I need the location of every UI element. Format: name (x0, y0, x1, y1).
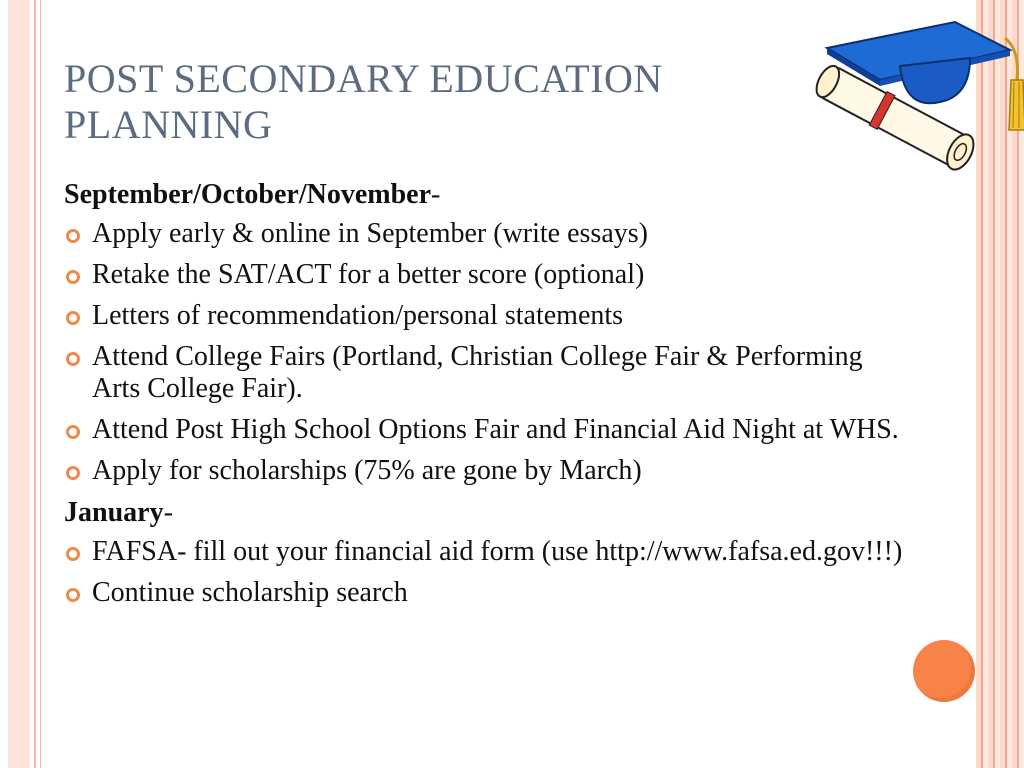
list-item-text: Apply early & online in September (write essays) (92, 218, 648, 249)
ring-bullet-icon (66, 547, 80, 561)
list-item-text: Retake the SAT/ACT for a better score (optional) (92, 259, 645, 290)
ring-bullet-icon (66, 311, 80, 325)
list-item (64, 577, 904, 609)
list-item-text: Apply for scholarships (75% are gone by March) (92, 455, 642, 486)
section-heading-text: January (64, 497, 164, 528)
list-item (64, 218, 904, 250)
section-heading-text: September/October/November (64, 179, 431, 210)
list-item (64, 300, 904, 332)
list-item-text: Attend College Fairs (Portland, Christian College Fair & Performing Arts College Fair). (92, 341, 863, 404)
ring-bullet-icon (66, 229, 80, 243)
ring-bullet-icon (66, 466, 80, 480)
orange-circle-decoration (913, 640, 975, 702)
ring-bullet-icon (66, 425, 80, 439)
section-heading-suffix: - (431, 179, 441, 210)
list-item-text: FAFSA- fill out your financial aid form (use http://www.fafsa.ed.gov!!!) (92, 536, 903, 567)
list-item-text: Continue scholarship search (92, 577, 408, 608)
left-decorative-border (0, 0, 41, 768)
list-item (64, 414, 904, 446)
list-item (64, 341, 904, 405)
list-item-text: Letters of recommendation/personal statements (92, 300, 624, 331)
list-item (64, 536, 904, 568)
section-heading-january (64, 496, 904, 530)
ring-bullet-icon (66, 270, 80, 284)
graduation-cap-diploma-icon (805, 10, 1024, 180)
list-item-text: Attend Post High School Options Fair and Financial Aid Night at WHS. (92, 414, 899, 445)
slide-title: POST SECONDARY EDUCATION PLANNING (64, 56, 663, 147)
slide-body (64, 178, 904, 618)
section-heading-suffix: - (163, 497, 173, 528)
ring-bullet-icon (66, 588, 80, 602)
list-item (64, 259, 904, 291)
section-heading-fall (64, 178, 904, 212)
ring-bullet-icon (66, 352, 80, 366)
list-item (64, 455, 904, 487)
